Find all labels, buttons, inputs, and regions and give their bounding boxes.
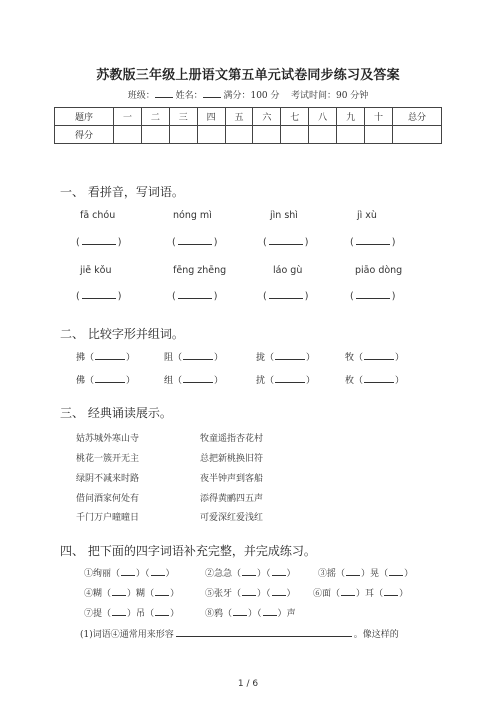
header-cell: 二 [141, 108, 169, 126]
pinyin-7: láo gù [273, 265, 303, 276]
idiom-text: ⑥面 [313, 589, 332, 599]
score-cell[interactable] [169, 126, 197, 144]
compare-item[interactable]: 阻（ ） [164, 353, 224, 363]
compare-item[interactable]: 牧（ ） [345, 353, 405, 363]
score-row-label: 得分 [55, 126, 114, 144]
pinyin-8: piāo dòng [355, 265, 403, 276]
char: 阻 [164, 353, 174, 363]
score-cell[interactable] [281, 126, 309, 144]
score-cell[interactable] [225, 126, 253, 144]
compare-item[interactable]: 拂（ ） [76, 353, 136, 363]
idiom-text: ⑧鸦 [205, 609, 224, 619]
score-cell[interactable] [365, 126, 393, 144]
poem-line-right: 夜半钟声到客船 [200, 474, 264, 484]
name-blank [203, 89, 221, 98]
header-cell: 十 [365, 108, 393, 126]
char: 枚 [345, 376, 355, 386]
poem-line-right: 总把新桃换旧符 [200, 454, 264, 464]
idiom-item[interactable]: ④糊（ ）糊（ ） [84, 589, 180, 599]
answer-blank[interactable]: ( ) [172, 237, 218, 248]
idiom-text: ①绚丽 [84, 569, 112, 579]
idiom-text: ⑦提 [84, 609, 103, 619]
pinyin-4: jì xù [357, 210, 377, 221]
pinyin-5: jiē kǒu [80, 265, 112, 276]
char: 扰 [256, 376, 266, 386]
idiom-text: ④糊 [84, 589, 103, 599]
poem-line-left: 绿阴不减来时路 [76, 474, 140, 484]
exam-info [0, 88, 496, 101]
poem-line-left: 借问酒家何处有 [76, 494, 140, 504]
answer-blank[interactable]: ( ) [263, 291, 309, 302]
idiom-text: 耳 [365, 589, 375, 599]
poem-line-right: 牧童遥指杏花村 [200, 434, 264, 444]
compare-item[interactable]: 枚（ ） [345, 376, 405, 386]
header-cell: 七 [281, 108, 309, 126]
header-cell: 一 [114, 108, 142, 126]
idiom-text: 声 [286, 609, 296, 619]
question-text: (1)词语④通常用来形容 [80, 630, 174, 640]
exam-time: 考试时间：90 分钟 [290, 91, 369, 101]
score-cell[interactable] [141, 126, 169, 144]
answer-blank[interactable]: ( ) [263, 237, 309, 248]
header-cell: 五 [225, 108, 253, 126]
idiom-text: 晃 [370, 569, 380, 579]
idiom-item[interactable]: ①绚丽（ ）（ ） [84, 569, 175, 579]
score-cell[interactable] [114, 126, 142, 144]
section4-heading: 四、 把下面的四字词语补充完整，并完成练习。 [60, 544, 316, 558]
poem-line-left: 姑苏城外寒山寺 [76, 434, 140, 444]
idiom-text: ⑤张牙 [205, 589, 233, 599]
header-cell: 三 [169, 108, 197, 126]
poem-line-left: 桃花一簇开无主 [76, 454, 140, 464]
header-cell: 题序 [55, 108, 114, 126]
score-cell[interactable] [393, 126, 442, 144]
section2-heading: 二、 比较字形并组词。 [60, 327, 184, 341]
poem-line-right: 添得黄鹂四五声 [200, 494, 264, 504]
char: 拂 [76, 353, 86, 363]
name-label: 姓名： [175, 91, 203, 101]
char: 牧 [345, 353, 355, 363]
pinyin-3: jìn shì [270, 210, 298, 221]
char: 组 [164, 376, 174, 386]
score-cell[interactable] [253, 126, 281, 144]
header-cell: 九 [337, 108, 365, 126]
idiom-text: 吊 [136, 609, 146, 619]
page-number: 1 / 6 [237, 679, 259, 689]
score-cell[interactable] [197, 126, 225, 144]
full-score: 满分：100 分 [223, 91, 280, 101]
poem-line-right: 可爱深红爱浅红 [200, 513, 264, 523]
compare-item[interactable]: 佛（ ） [76, 376, 136, 386]
header-cell: 八 [309, 108, 337, 126]
class-label: 班级： [127, 91, 155, 101]
idiom-item[interactable]: ⑦提（ ）吊（ ） [84, 609, 180, 619]
answer-blank[interactable]: ( ) [350, 237, 396, 248]
question-4-1[interactable] [80, 627, 399, 640]
pinyin-6: fēng zhēng [173, 265, 227, 276]
idiom-text: ③摇 [318, 569, 337, 579]
idiom-text: ②急急 [205, 569, 233, 579]
pinyin-1: fā chóu [80, 210, 116, 221]
section3-heading: 三、 经典诵读展示。 [60, 406, 172, 420]
page-title: 苏教版三年级上册语文第五单元试卷同步练习及答案 [96, 68, 400, 83]
pinyin-2: nóng mì [173, 210, 212, 221]
score-cell[interactable] [309, 126, 337, 144]
score-cell[interactable] [337, 126, 365, 144]
answer-blank[interactable]: ( ) [76, 237, 122, 248]
answer-blank[interactable]: ( ) [172, 291, 218, 302]
poem-line-left: 千门万户曈曈日 [76, 513, 140, 523]
idiom-item[interactable]: ②急急（ ）（ ） [205, 569, 296, 579]
idiom-text: 糊 [136, 589, 146, 599]
idiom-item[interactable]: ⑤张牙（ ）（ ） [205, 589, 296, 599]
idiom-item[interactable]: ⑧鸦（ ）（ ）声 [205, 609, 296, 619]
char: 拢 [256, 353, 266, 363]
char: 佛 [76, 376, 86, 386]
header-cell: 总分 [393, 108, 442, 126]
class-blank [155, 89, 173, 98]
idiom-item[interactable]: ③摇（ ）晃（ ） [318, 569, 414, 579]
score-table-header-row [55, 108, 442, 126]
answer-blank[interactable]: ( ) [76, 291, 122, 302]
compare-item[interactable]: 组（ ） [164, 376, 224, 386]
score-table-score-row [55, 126, 442, 144]
answer-blank[interactable]: ( ) [350, 291, 396, 302]
idiom-item[interactable]: ⑥面（ ）耳（ ） [313, 589, 409, 599]
question-text: 。像这样的 [353, 630, 399, 640]
section1-heading: 一、 看拼音，写词语。 [60, 185, 184, 199]
score-table [54, 107, 442, 144]
compare-item[interactable]: 扰（ ） [256, 376, 316, 386]
compare-item[interactable]: 拢（ ） [256, 353, 316, 363]
header-cell: 六 [253, 108, 281, 126]
header-cell: 四 [197, 108, 225, 126]
